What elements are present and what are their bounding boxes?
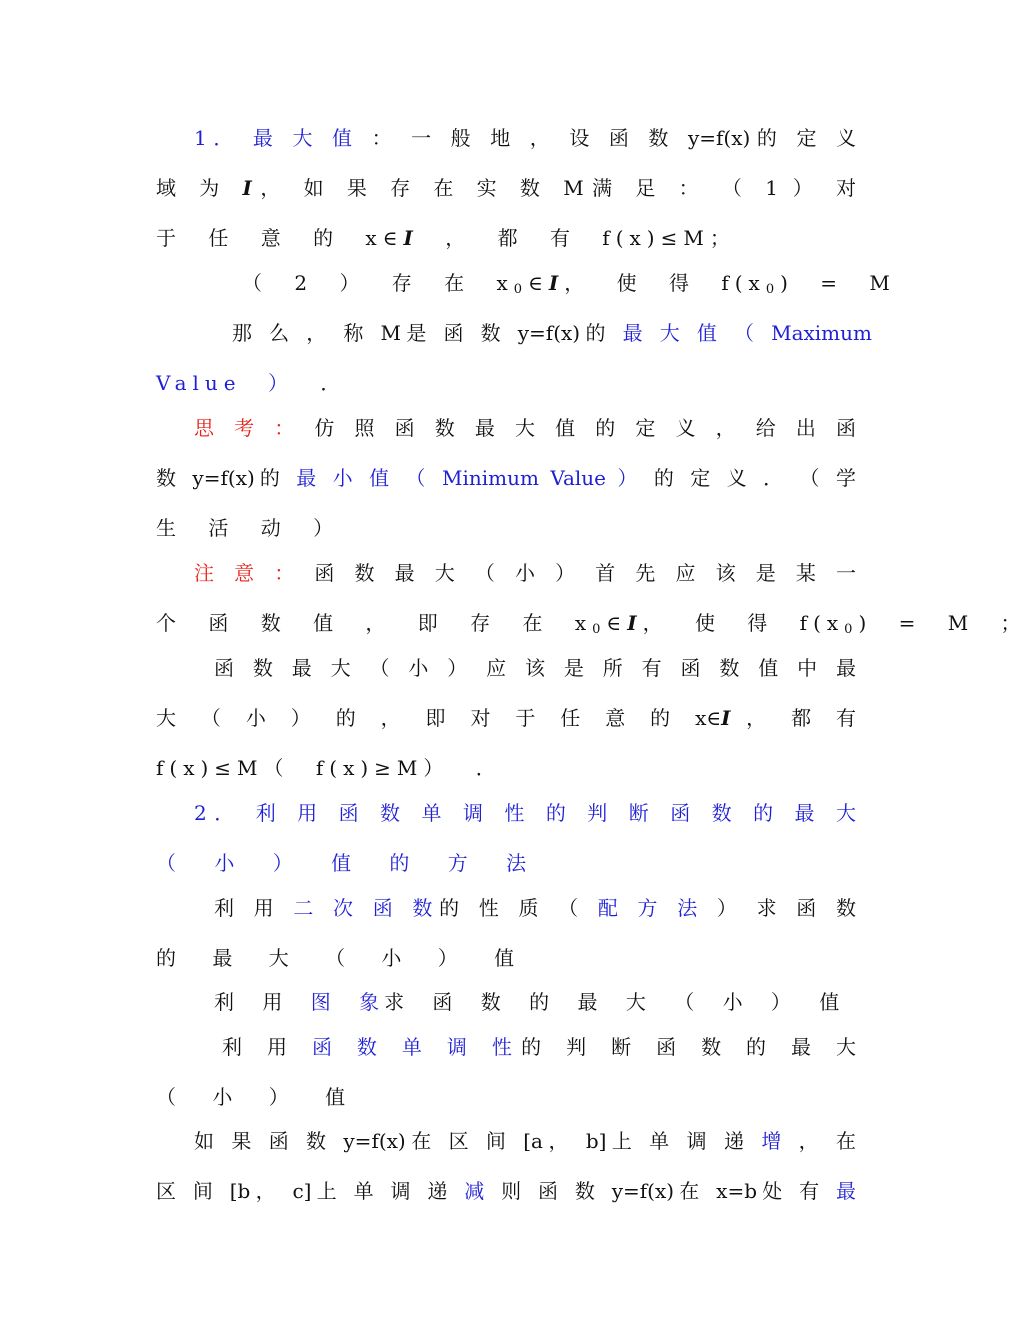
note-line-3	[214, 653, 856, 683]
text: 函 数 最 大 （ 小 ） 首 先 应 该 是 某 一	[301, 561, 856, 585]
think-line-3	[156, 513, 856, 543]
section-2-title-line-1	[194, 798, 856, 828]
term-decreasing: 减	[464, 1179, 490, 1203]
definition-max-line-3	[156, 223, 856, 253]
text: 求 函 数 的 最 大 （ 小 ） 值	[384, 990, 845, 1014]
text: 区 间 [b， c]上 单 调 递	[156, 1179, 465, 1203]
set-I: I	[627, 611, 643, 635]
text: 个 函 数 值 ， 即 存 在 x	[156, 611, 593, 635]
definition-max-line-4	[242, 268, 896, 298]
note-line-4	[156, 703, 856, 733]
text: ．	[294, 371, 347, 395]
section-title: 2． 利 用 函 数 单 调 性 的 判 断 函 数 的 最 大	[194, 801, 856, 825]
text: 数 y=f(x)的	[156, 466, 297, 490]
text: 则 函 数 y=f(x)在 x=b处 有	[489, 1179, 837, 1203]
paragraph-line-2	[156, 1176, 856, 1206]
text: ， 使 得 f(x	[564, 271, 766, 295]
section-title: （ 小 ） 值 的 方 法	[156, 851, 533, 875]
text: ∈	[606, 611, 628, 635]
note-line-5	[156, 753, 856, 783]
definition-max-line-6	[156, 368, 856, 398]
method-1-line-2	[156, 943, 856, 973]
text: 大 （ 小 ） 的 ， 即 对 于 任 意 的 x∈	[156, 706, 722, 730]
text: ， 在	[786, 1129, 857, 1153]
text: ， 使 得 f(x	[642, 611, 845, 635]
think-line-2	[156, 463, 856, 493]
text: （ 小 ） 值	[156, 1085, 352, 1109]
text: 利 用	[214, 990, 311, 1014]
term-maximum: 最	[836, 1179, 857, 1203]
text: ) = M	[780, 271, 896, 295]
text: ： 一 般 地 ， 设 函 数 y=f(x)的 定 义	[371, 126, 857, 150]
text: ∈	[528, 271, 549, 295]
term-increasing: 增	[761, 1129, 787, 1153]
section-2-title-line-2	[156, 848, 856, 878]
think-label: 思 考 ：	[194, 416, 302, 440]
term-completing-square: 配 方 法	[597, 896, 704, 920]
subscript: 0	[592, 622, 607, 637]
text: f(x)≤M（ f(x)≥M） ．	[156, 756, 502, 780]
text: 如 果 函 数 y=f(x)在 区 间 [a， b]上 单 调 递	[194, 1129, 762, 1153]
text: （ 2 ） 存 在 x	[242, 271, 514, 295]
text: 的 定 义 ． （ 学	[642, 466, 856, 490]
text: ， 如 果 存 在 实 数 M满 足 ： （ 1 ） 对	[251, 176, 856, 200]
definition-max-line-1	[194, 123, 856, 153]
term-maximum: 最 大 值	[252, 126, 359, 150]
think-line-1	[194, 413, 856, 443]
set-I: I	[548, 271, 565, 295]
text: 的 判 断 函 数 的 最 大	[521, 1035, 856, 1059]
text: 生 活 动 ）	[156, 516, 340, 540]
text: 于 任 意 的 x∈	[156, 226, 404, 250]
paragraph-line-1	[194, 1126, 856, 1156]
set-I: I	[721, 706, 731, 730]
method-1-line-1	[214, 893, 856, 923]
subscript: 0	[844, 622, 859, 637]
text: 利 用	[214, 896, 294, 920]
method-3-line-1	[222, 1032, 856, 1062]
set-I: I	[403, 226, 419, 250]
term-minimum-value: 最 小 值 （ Minimum Value ）	[296, 466, 643, 490]
text: ） 求 函 数	[703, 896, 856, 920]
section-number: 1．	[194, 126, 240, 150]
method-3-line-2	[156, 1082, 856, 1112]
text: 的 最 大 （ 小 ） 值	[156, 946, 521, 970]
note-line-2	[156, 608, 1027, 638]
subscript: 0	[513, 282, 529, 297]
note-line-1	[194, 558, 856, 588]
term-graph: 图 象	[310, 990, 385, 1014]
text: 仿 照 函 数 最 大 值 的 定 义 ， 给 出 函	[301, 416, 856, 440]
text: 的 性 质 （	[439, 896, 598, 920]
text: 那 么 ， 称 M是 函 数 y=f(x)的	[232, 321, 623, 345]
text: ， 都 有 f(x)≤M；	[418, 226, 736, 250]
method-2-line	[214, 987, 856, 1017]
definition-max-line-2	[156, 173, 856, 203]
text: 域 为	[156, 176, 243, 200]
term-maximum-value: Value ）	[156, 371, 295, 395]
definition-max-line-5	[232, 318, 872, 348]
text: ) = M ；	[858, 611, 1027, 635]
subscript: 0	[765, 282, 781, 297]
text: 利 用	[222, 1035, 312, 1059]
term-maximum-value: 最 大 值 （ Maximum	[622, 321, 872, 345]
term-quadratic-function: 二 次 函 数	[293, 896, 440, 920]
text: 函 数 最 大 （ 小 ） 应 该 是 所 有 函 数 值 中 最	[214, 656, 856, 680]
set-I: I	[242, 176, 252, 200]
text: ， 都 有	[730, 706, 856, 730]
term-monotonicity: 函 数 单 调 性	[311, 1035, 522, 1059]
note-label: 注 意 ：	[194, 561, 302, 585]
